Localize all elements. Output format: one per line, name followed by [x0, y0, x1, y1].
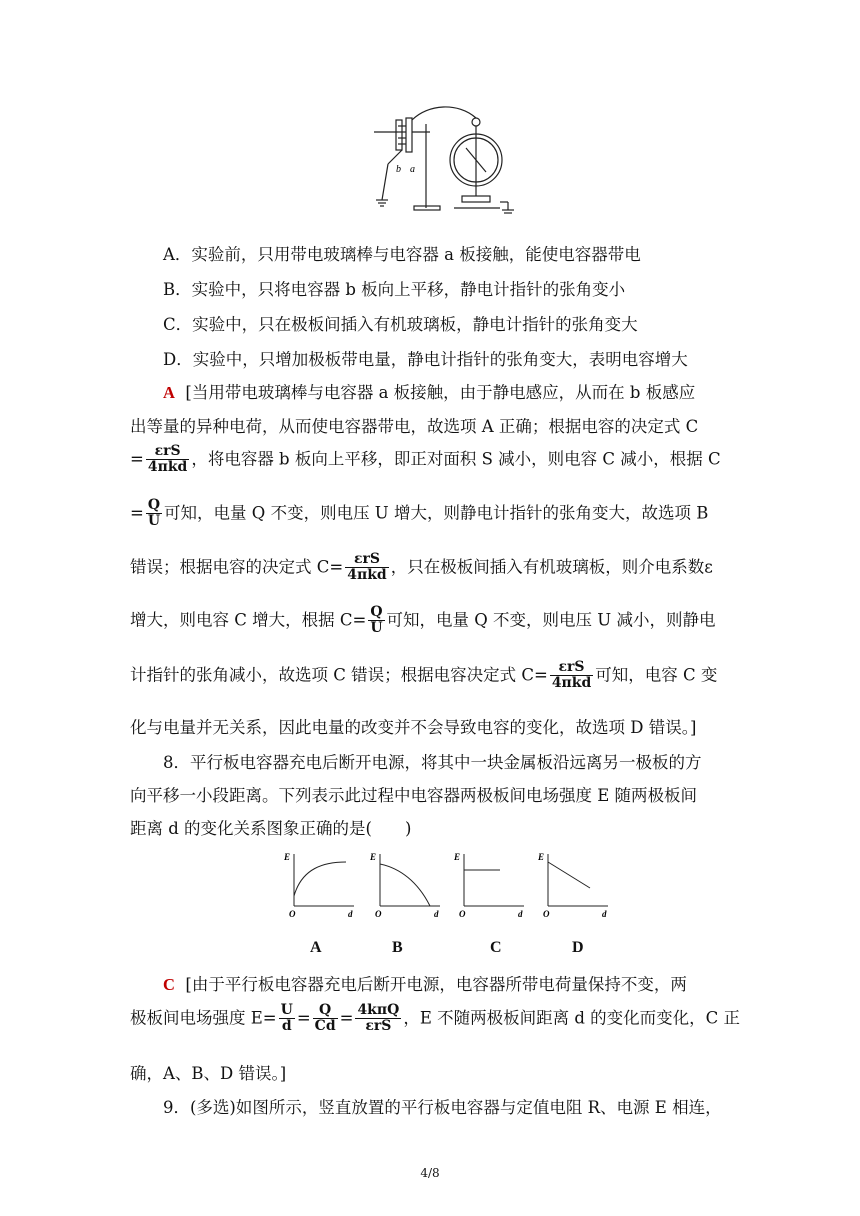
field-strength-fraction — [355, 1003, 401, 1035]
answer7-line6 — [130, 605, 715, 637]
fraction-numerator: εrS — [550, 660, 593, 676]
axis-d-label: d — [434, 909, 439, 919]
axis-e-label: E — [538, 852, 545, 862]
axis-d-label: d — [602, 909, 607, 919]
fraction-numerator: εrS — [146, 444, 189, 460]
equals-sign: = — [339, 1008, 354, 1028]
plate-a-label: a — [410, 164, 415, 175]
equals-sign: = — [130, 503, 144, 523]
answer7-line1 — [163, 379, 695, 403]
answer7-text4: 可知，电量 Q 不变，则电压 U 增大，则静电计指针的张角变大，故选项 B — [164, 503, 709, 523]
answer7-line8: 化与电量并无关系，因此电量的改变并不会导致电容的变化，故选项 D 错误。] — [130, 718, 697, 737]
answer7-letter: A — [163, 383, 175, 402]
answer7-text7b: 可知，电容 C 变 — [595, 665, 718, 685]
answer8-line3: 确，A、B、D 错误。] — [130, 1064, 287, 1083]
fraction-denominator: εrS — [365, 1018, 392, 1035]
graph-choice-b: B — [392, 939, 403, 956]
page-number: 4/8 — [420, 1166, 440, 1180]
answer8-line1 — [163, 971, 687, 995]
answer7-text7a: 计指针的张角减小，故选项 C 错误；根据电容决定式 C= — [130, 665, 548, 685]
graph-a — [284, 850, 360, 920]
fraction-denominator: 4πkd — [347, 567, 387, 584]
fraction-denominator: 4πkd — [147, 459, 188, 476]
fraction-numerator: 4kπQ — [357, 1002, 400, 1018]
capacitance-fraction — [146, 444, 189, 476]
origin-label: O — [459, 909, 466, 919]
answer7-line4 — [130, 498, 708, 530]
plate-b-label: b — [396, 164, 401, 175]
origin-label: O — [543, 909, 550, 919]
fraction-numerator: Q — [146, 498, 162, 514]
fraction-numerator: U — [280, 1002, 293, 1018]
fraction-denominator: U — [147, 513, 161, 530]
answer7-line3 — [130, 444, 721, 476]
graph-d — [538, 850, 614, 920]
question9-line1: 9．(多选)如图所示，竖直放置的平行板电容器与定值电阻 R、电源 E 相连， — [163, 1098, 722, 1117]
question8-line1: 8．平行板电容器充电后断开电源，将其中一块金属板沿远离另一极板的方 — [163, 753, 702, 772]
option-b: B．实验中，只将电容器 b 板向上平移，静电计指针的张角变小 — [163, 280, 626, 299]
answer7-line2: 出等量的异种电荷，从而使电容器带电，故选项 A 正确；根据电容的决定式 C — [130, 417, 699, 436]
answer7-text6a: 增大，则电容 C 增大，根据 C= — [130, 610, 367, 630]
origin-label: O — [289, 909, 296, 919]
q-over-u-fraction — [146, 498, 162, 530]
fraction-numerator: Q — [313, 1003, 338, 1019]
electroscope-apparatus-figure — [368, 104, 520, 220]
u-over-d-fraction — [279, 1003, 295, 1035]
axis-d-label: d — [518, 909, 523, 919]
fraction-numerator: Q — [368, 605, 384, 621]
graph-c — [454, 850, 530, 920]
capacitance-fraction — [550, 660, 593, 692]
answer7-text3: ，将电容器 b 板向上平移，即正对面积 S 减小，则电容 C 减小，根据 C — [191, 449, 721, 469]
equals-sign: = — [130, 449, 144, 469]
question8-line2: 向平移一小段距离。下列表示此过程中电容器两极板间电场强度 E 随两极板间 — [130, 786, 698, 805]
fraction-denominator: 4πkd — [551, 675, 592, 692]
answer7-line5 — [130, 552, 713, 584]
question8-line3: 距离 d 的变化关系图象正确的是( ) — [130, 819, 412, 838]
fraction-numerator: εrS — [345, 552, 388, 568]
axis-e-label: E — [284, 852, 291, 862]
answer7-text5a: 错误；根据电容的决定式 C= — [130, 557, 344, 577]
fraction-denominator: d — [281, 1018, 292, 1035]
fraction-denominator: Cd — [314, 1018, 336, 1035]
axis-d-label: d — [348, 909, 353, 919]
axis-e-label: E — [370, 852, 377, 862]
answer7-text1: [当用带电玻璃棒与电容器 a 板接触，由于静电感应，从而在 b 板感应 — [185, 383, 696, 402]
capacitance-fraction — [345, 552, 388, 584]
answer8-line2 — [130, 1003, 740, 1035]
q-over-u-fraction — [368, 605, 384, 637]
fraction-denominator: U — [370, 620, 383, 637]
graph-b — [370, 850, 446, 920]
equals-sign: = — [296, 1008, 311, 1028]
q-over-cd-fraction — [313, 1003, 338, 1035]
answer8-text1: [由于平行板电容器充电后断开电源，电容器所带电荷量保持不变，两 — [185, 975, 687, 994]
axis-e-label: E — [454, 852, 461, 862]
graph-choice-c: C — [490, 939, 502, 956]
answer8-letter: C — [163, 975, 175, 994]
option-d: D．实验中，只增加极板带电量，静电计指针的张角变大，表明电容增大 — [163, 350, 688, 369]
answer7-text6b: 可知，电量 Q 不变，则电压 U 减小，则静电 — [386, 610, 716, 630]
graph-choice-a: A — [310, 939, 322, 956]
option-a: A．实验前，只用带电玻璃棒与电容器 a 板接触，能使电容器带电 — [163, 245, 641, 264]
answer7-line7 — [130, 660, 717, 692]
answer8-text2a: 极板间电场强度 E= — [130, 1008, 277, 1028]
origin-label: O — [375, 909, 382, 919]
answer8-text2d: ，E 不随两极板间距离 d 的变化而变化，C 正 — [403, 1008, 741, 1028]
answer7-text5b: ，只在极板间插入有机玻璃板，则介电系数ε — [390, 557, 713, 577]
option-c: C．实验中，只在极板间插入有机玻璃板，静电计指针的张角变大 — [163, 315, 638, 334]
graph-choice-d: D — [572, 939, 584, 956]
